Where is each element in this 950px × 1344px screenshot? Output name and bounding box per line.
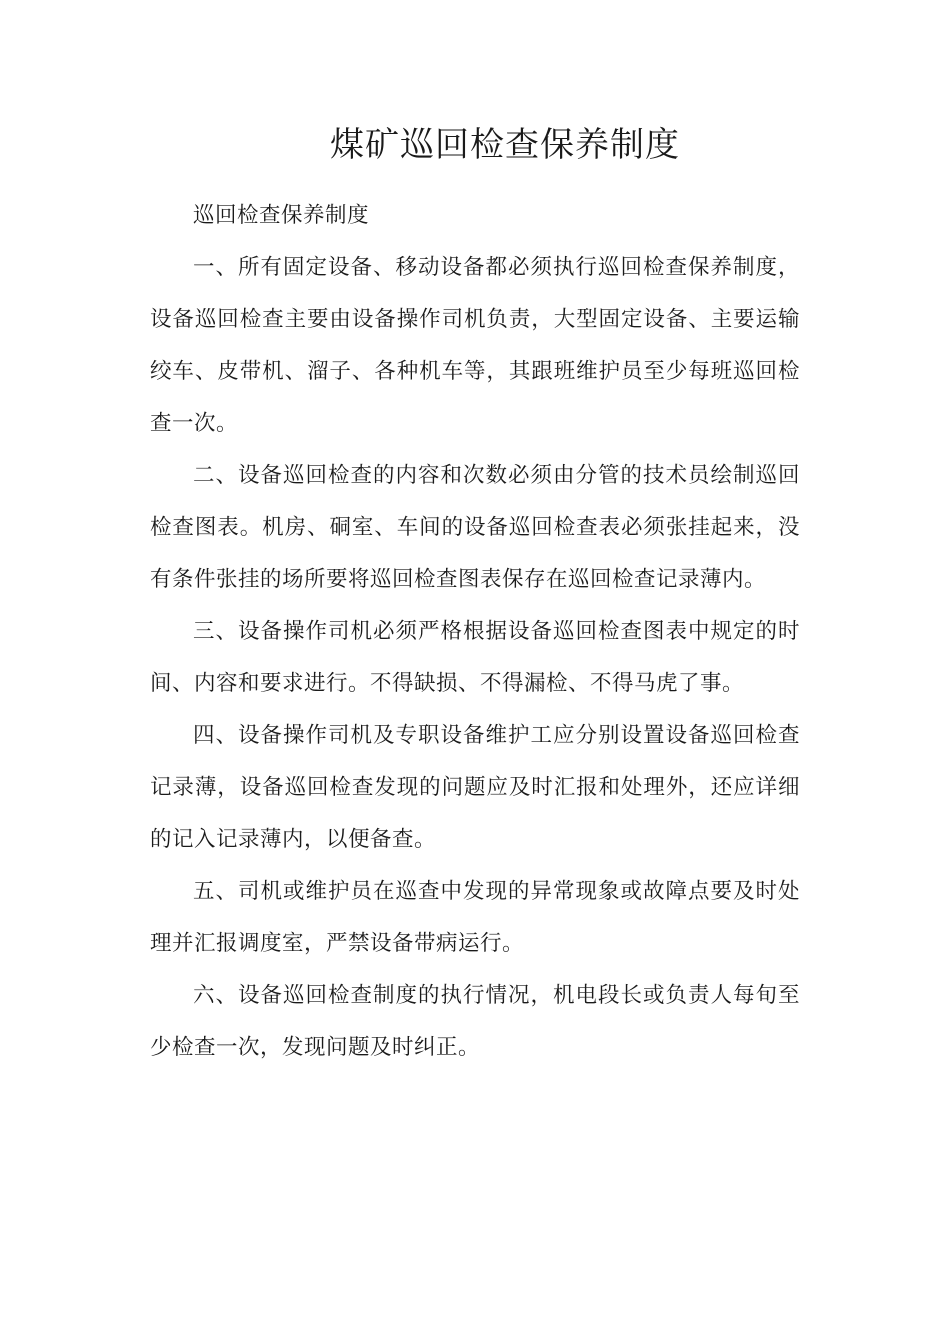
paragraph-3: 三、设备操作司机必须严格根据设备巡回检查图表中规定的时间、内容和要求进行。不得缺损、不得漏检、不得马虎了事。 (150, 619, 800, 696)
paragraph-1: 一、所有固定设备、移动设备都必须执行巡回检查保养制度，设备巡回检查主要由设备操作司机负责，大型固定设备、主要运输绞车、皮带机、溜子、各种机车等，其跟班维护员至少每班巡回检查一次。 (150, 255, 800, 436)
paragraph-6: 六、设备巡回检查制度的执行情况，机电段长或负责人每旬至少检查一次，发现问题及时纠正。 (150, 983, 800, 1060)
paragraph-5: 五、司机或维护员在巡查中发现的异常现象或故障点要及时处理并汇报调度室，严禁设备带病运行。 (150, 879, 800, 956)
document-title: 煤矿巡回检查保养制度 (330, 125, 680, 165)
paragraph-2: 二、设备巡回检查的内容和次数必须由分管的技术员绘制巡回检查图表。机房、硐室、车间的设备巡回检查表必须张挂起来，没有条件张挂的场所要将巡回检查图表保存在巡回检查记录薄内。 (150, 463, 800, 592)
paragraph-subtitle: 巡回检查保养制度 (193, 203, 370, 228)
document-body (150, 190, 800, 1074)
paragraph-4: 四、设备操作司机及专职设备维护工应分别设置设备巡回检查记录薄，设备巡回检查发现的问题应及时汇报和处理外，还应详细的记入记录薄内，以便备查。 (150, 723, 800, 852)
